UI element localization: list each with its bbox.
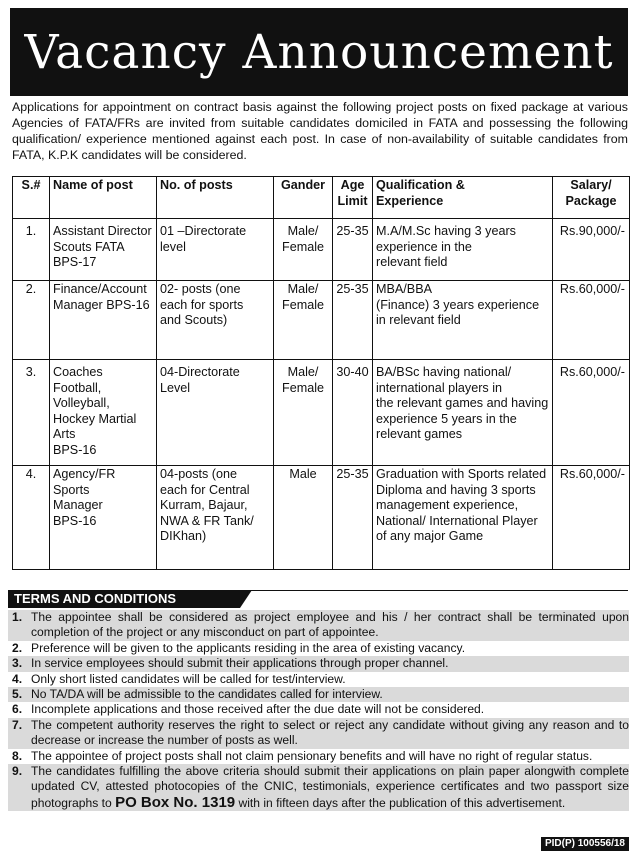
item-text-end: with in fifteen days after the publication of this advertisement. [238, 795, 566, 810]
list-item [8, 718, 629, 749]
line: (Finance) 3 years experience [376, 297, 540, 312]
header-name: Name of post [50, 177, 157, 219]
item-number: 4. [12, 671, 23, 686]
line: Female [282, 380, 324, 395]
list-item [8, 687, 629, 702]
line: NWA & FR Tank/ [160, 513, 254, 528]
row-post-name [50, 219, 157, 281]
header-age-line1: Age [340, 178, 365, 192]
item-number: 5. [12, 687, 23, 702]
row-gender [274, 219, 333, 281]
header-age-line2: Limit [337, 193, 368, 208]
item-text: The candidates fulfilling the above criteria should submit their applications on plain paper alongwith complete updated CV, attested photocopies of the CNIC, testimonials, experience certificates and two passport size photographs to [31, 764, 629, 810]
line: experience 5 years in the [376, 411, 517, 426]
line: international players in [376, 380, 503, 395]
item-text: The appointee shall be considered as project employee and his / her contract shall be terminated upon completion of the project or any misconduct on part of appointee. [31, 610, 629, 640]
header-salary [553, 177, 630, 219]
line: Kurram, Bajaur, [160, 498, 248, 513]
line: Assistant Director [53, 224, 152, 238]
table-row [13, 281, 630, 360]
row-salary: Rs.60,000/- [553, 281, 630, 360]
po-box-number: PO Box No. 1319 [115, 793, 236, 811]
item-text: Only short listed candidates will be called for test/interview. [31, 671, 346, 686]
table-row [13, 219, 630, 281]
item-number: 9. [12, 764, 23, 779]
item-number: 2. [12, 640, 23, 655]
list-item [8, 641, 629, 656]
row-post-count [157, 219, 274, 281]
item-text: The competent authority reserves the right to select or reject any candidate without giving any reason and to decrease or increase the number of posts as well. [31, 717, 629, 748]
row-sno: 1. [13, 219, 50, 281]
header-gender: Gander [274, 177, 333, 219]
row-gender [274, 466, 333, 570]
row-age: 25-35 [333, 219, 373, 281]
row-salary: Rs.60,000/- [553, 466, 630, 570]
line: M.A/M.Sc having 3 years [376, 224, 516, 238]
line: BPS-17 [53, 255, 97, 270]
row-age: 25-35 [333, 466, 373, 570]
row-salary: Rs.60,000/- [553, 360, 630, 466]
row-qualification [373, 219, 553, 281]
line: each for sports [160, 297, 244, 312]
pid-badge: PID(P) 100556/18 [541, 837, 629, 851]
row-qualification [373, 281, 553, 360]
line: MBA/BBA [376, 282, 432, 296]
line: National/ International Player [376, 513, 538, 528]
header-salary-line1: Salary/ [570, 178, 612, 192]
line: Level [160, 380, 191, 395]
row-post-count [157, 281, 274, 360]
list-item [8, 610, 629, 641]
row-qualification [373, 466, 553, 570]
row-post-count [157, 360, 274, 466]
item-number: 6. [12, 702, 23, 717]
header-qual-line2: Experience [376, 193, 444, 208]
line: 04-posts (one [160, 467, 238, 481]
line: Hockey Martial [53, 411, 137, 426]
line: and Scouts) [160, 313, 228, 328]
terms-list [8, 610, 629, 811]
table-row [13, 466, 630, 570]
item-text: No TA/DA will be admissible to the candidates called for interview. [31, 687, 383, 702]
header-posts: No. of posts [157, 177, 274, 219]
page-title: Vacancy Announcement [24, 24, 614, 80]
row-post-name [50, 281, 157, 360]
line: level [160, 239, 186, 254]
line: BPS-16 [53, 442, 97, 457]
header-salary-line2: Package [565, 193, 617, 208]
line: relevant games [376, 427, 463, 442]
row-sno: 2. [13, 281, 50, 360]
table-header-row [13, 177, 630, 219]
header-qual-line1: Qualification & [376, 178, 465, 192]
line: Finance/Account [53, 282, 147, 296]
line: Volleyball, [53, 396, 110, 411]
header-age [333, 177, 373, 219]
line: relevant field [376, 255, 448, 270]
item-text: Incomplete applications and those received after the due date will not be considered. [31, 702, 485, 717]
line: Male/ [287, 365, 319, 379]
line: Agency/FR Sports [53, 467, 116, 497]
item-number: 7. [12, 717, 23, 732]
list-item [8, 702, 629, 717]
line: each for Central [160, 482, 250, 497]
line: management experience, [376, 498, 519, 513]
line: Coaches Football, [53, 365, 103, 395]
row-post-name [50, 360, 157, 466]
line: the relevant games and having [376, 396, 549, 411]
row-salary: Rs.90,000/- [553, 219, 630, 281]
line: Manager [53, 498, 103, 513]
list-item [8, 749, 629, 764]
item-number: 8. [12, 748, 23, 763]
header-sno: S.# [13, 177, 50, 219]
list-item [8, 656, 629, 671]
title-banner [10, 8, 628, 96]
row-gender [274, 281, 333, 360]
terms-heading: TERMS AND CONDITIONS [8, 590, 240, 608]
line: Male/ [287, 282, 319, 296]
row-post-count [157, 466, 274, 570]
table-row [13, 360, 630, 466]
line: in relevant field [376, 313, 461, 328]
line: experience in the [376, 239, 472, 254]
item-text: Preference will be given to the applicants residing in the area of existing vacancy. [31, 640, 466, 655]
item-text: The appointee of project posts shall not claim pensionary benefits and will have no right of regular status. [31, 748, 593, 763]
list-item [8, 764, 629, 811]
row-sno: 3. [13, 360, 50, 466]
intro-paragraph: Applications for appointment on contract basis against the following project posts on fixed package at various Agencies of FATA/FRs are invited from suitable candidates domiciled in FATA and possessing the following qualification/ experience mentioned against each post. In case of non-availability of suitable candidates from FATA, K.P.K candidates will be considered. [12, 100, 628, 162]
row-sno: 4. [13, 466, 50, 570]
row-gender [274, 360, 333, 466]
line: BPS-16 [53, 513, 97, 528]
line: Manager BPS-16 [53, 297, 150, 312]
line: 01 –Directorate [160, 224, 247, 238]
line: BA/BSc having national/ [376, 365, 512, 379]
line: 02- posts (one [160, 282, 241, 296]
line: Female [282, 239, 324, 254]
item-text: In service employees should submit their applications through proper channel. [31, 656, 449, 671]
line: Diploma and having 3 sports [376, 482, 536, 497]
line: Male [289, 467, 317, 481]
header-qualification [373, 177, 553, 219]
row-qualification [373, 360, 553, 466]
list-item [8, 672, 629, 687]
row-age: 30-40 [333, 360, 373, 466]
line: Scouts FATA [53, 239, 125, 254]
posts-table [12, 176, 630, 570]
item-number: 3. [12, 656, 23, 671]
line: of any major Game [376, 529, 484, 544]
line: DIKhan) [160, 529, 207, 544]
row-age: 25-35 [333, 281, 373, 360]
line: Graduation with Sports related [376, 467, 547, 481]
line: Male/ [287, 224, 319, 238]
item-number: 1. [12, 610, 23, 624]
line: Female [282, 297, 324, 312]
row-post-name [50, 466, 157, 570]
line: 04-Directorate [160, 365, 240, 379]
line: Arts [53, 427, 76, 442]
